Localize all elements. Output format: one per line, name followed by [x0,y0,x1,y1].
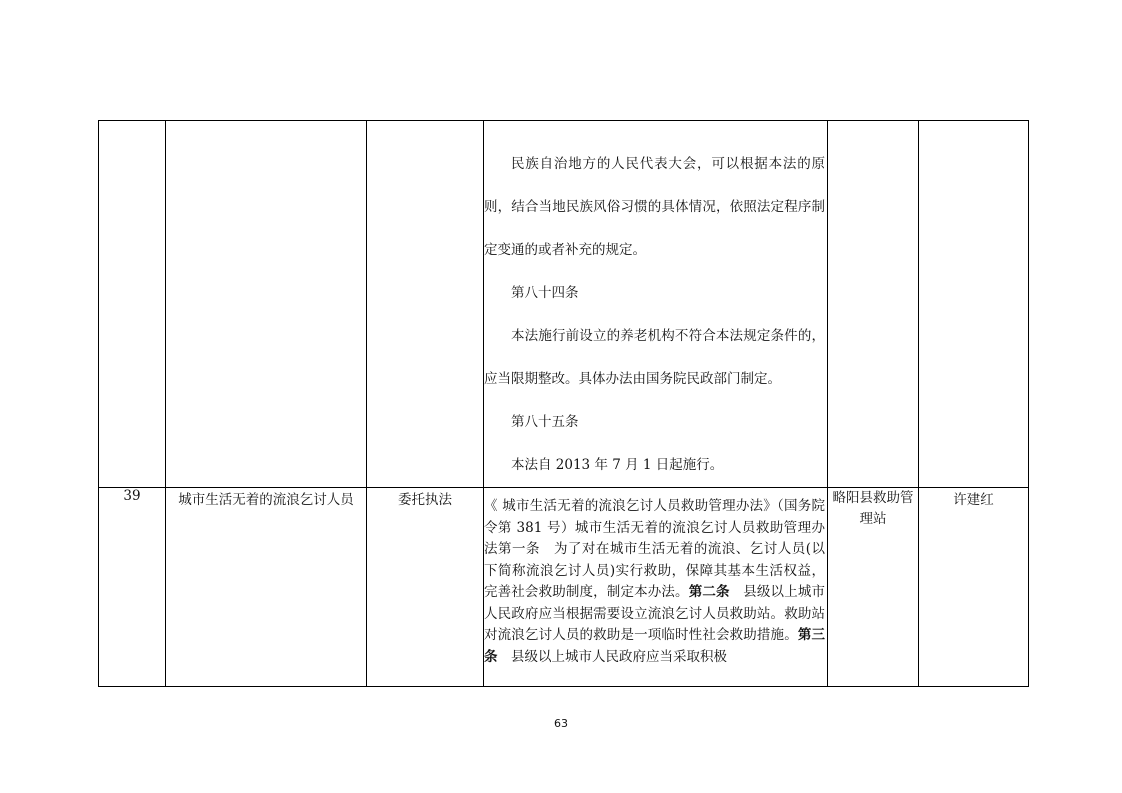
table-row [99,121,1029,488]
article-label: 第三条 [484,627,825,665]
article-heading: 第八十五条 [511,414,579,430]
cell-legal-basis [484,488,828,687]
cell-person: 许建红 [919,488,1029,687]
cell-enforcement: 委托执法 [367,488,484,687]
article-heading: 第八十四条 [511,285,579,301]
cell-person [919,121,1029,488]
basis-text: 《 城市生活无着的流浪乞讨人员救助管理办法》（国务院令第 381 号）城市生活无着的流浪乞讨人员救助管理办法第一条 为了对在城市生活无着的流浪、乞讨人员(以下简称流浪乞讨人员)实行救助，保障其基本生活权益，完善社会救助制度，制定本办法。 [484,498,825,600]
cell-enforcement [367,121,484,488]
enforcement-table [98,120,1029,687]
cell-unit: 略阳县救助管理站 [828,488,919,687]
page-number: 63 [554,717,568,730]
cell-number [99,121,166,488]
cell-number: 39 [99,488,166,687]
cell-subject: 城市生活无着的流浪乞讨人员 [166,488,367,687]
basis-text: 县级以上城市人民政府应当根据需要设立流浪乞讨人员救助站。救助站对流浪乞讨人员的救助是一项临时性社会救助措施。 [484,584,825,643]
cell-legal-basis [484,121,828,488]
article-label: 第二条 [688,584,730,600]
cell-subject [166,121,367,488]
legal-text [484,121,827,487]
paragraph: 本法施行前设立的养老机构不符合本法规定条件的，应当限期整改。具体办法由国务院民政部门制定。 [484,328,825,387]
cell-unit [828,121,919,488]
basis-text: 县级以上城市人民政府应当采取积极 [497,648,727,665]
paragraph: 民族自治地方的人民代表大会，可以根据本法的原则，结合当地民族风俗习惯的具体情况，依照法定程序制定变通的或者补充的规定。 [484,156,825,258]
table-row [99,488,1029,687]
paragraph: 本法自 2013 年 7 月 1 日起施行。 [511,457,724,473]
legal-text [484,496,825,678]
